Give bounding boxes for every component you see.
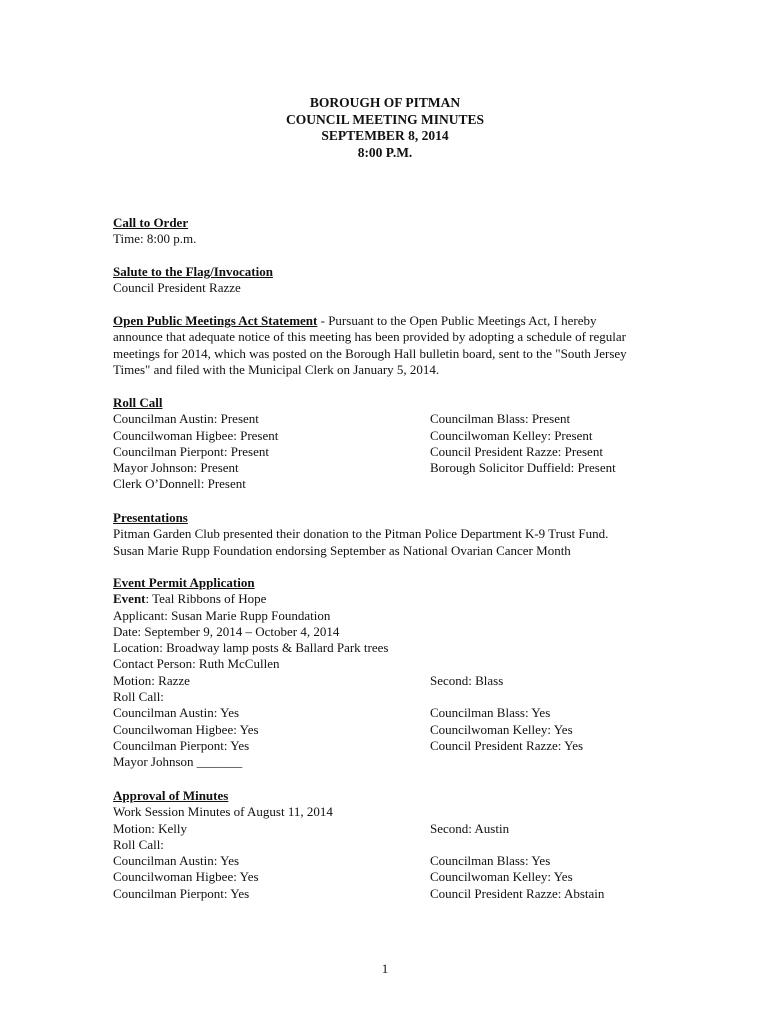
vote-left: Councilwoman Higbee: Yes [113, 721, 259, 737]
presentation-item: Susan Marie Rupp Foundation endorsing September as National Ovarian Cancer Month [113, 542, 571, 558]
roll-call-right: Borough Solicitor Duffield: Present [430, 460, 616, 476]
vote-row [113, 705, 653, 721]
event-roll-call-label: Roll Call: [113, 689, 164, 705]
roll-call-row [113, 428, 653, 444]
vote-right: Council President Razze: Abstain [430, 885, 605, 901]
event-date: Date: September 9, 2014 – October 4, 2014 [113, 623, 340, 639]
call-to-order-time: Time: 8:00 p.m. [113, 231, 197, 247]
vote-row [113, 754, 653, 770]
roll-call-row [113, 411, 653, 427]
presentations-heading: Presentations [113, 510, 188, 525]
roll-call-left: Clerk O’Donnell: Present [113, 476, 246, 492]
section-approval-of-minutes [113, 788, 653, 902]
approval-item: Work Session Minutes of August 11, 2014 [113, 804, 333, 820]
vote-right: Councilwoman Kelley: Yes [430, 721, 573, 737]
roll-call-left: Councilman Pierpont: Present [113, 443, 269, 459]
vote-row [113, 869, 653, 885]
opma-text: - Pursuant to the Open Public Meetings Act, I hereby announce that adequate notice of this meeting has been provided by adopting a schedule of regular meetings for 2014, which was posted on the Borough Hall bulletin board, sent to the "South Jersey Times" and filed with the Municipal Clerk on January 5, 2014. [113, 313, 627, 377]
header-time: 8:00 P.M. [357, 144, 413, 160]
section-call-to-order [113, 215, 653, 248]
roll-call-left: Councilwoman Higbee: Present [113, 427, 279, 443]
event-motion-row [113, 673, 653, 689]
header-title: COUNCIL MEETING MINUTES [285, 111, 485, 127]
document-header [0, 95, 770, 161]
event-motion: Motion: Razze [113, 672, 190, 688]
presentation-item: Pitman Garden Club presented their donation to the Pitman Police Department K-9 Trust Fund. [113, 526, 609, 542]
approval-roll-call-label: Roll Call: [113, 836, 164, 852]
roll-call-left: Mayor Johnson: Present [113, 460, 239, 476]
vote-right: Council President Razze: Yes [430, 737, 584, 753]
vote-left: Councilman Austin: Yes [113, 853, 240, 869]
approval-motion-row [113, 821, 653, 837]
roll-call-row [113, 444, 653, 460]
event-contact: Contact Person: Ruth McCullen [113, 656, 280, 672]
vote-row [113, 738, 653, 754]
event-location: Location: Broadway lamp posts & Ballard Park trees [113, 640, 389, 656]
event-label: Event [113, 591, 146, 607]
section-salute [113, 264, 653, 297]
event-second: Second: Blass [430, 672, 504, 688]
header-date: SEPTEMBER 8, 2014 [321, 128, 449, 143]
section-event-permit [113, 575, 653, 771]
vote-right: Councilwoman Kelley: Yes [430, 869, 573, 885]
vote-row [113, 853, 653, 869]
roll-call-row [113, 460, 653, 476]
roll-call-heading: Roll Call [113, 395, 163, 410]
vote-left: Councilwoman Higbee: Yes [113, 869, 259, 885]
approval-motion: Motion: Kelly [113, 820, 188, 836]
vote-left: Councilman Austin: Yes [113, 705, 240, 721]
roll-call-row [113, 476, 653, 492]
header-borough: BOROUGH OF PITMAN [309, 95, 461, 110]
vote-left: Mayor Johnson _______ [113, 754, 243, 770]
salute-by: Council President Razze [113, 280, 241, 296]
vote-left: Councilman Pierpont: Yes [113, 737, 250, 753]
event-line [113, 591, 653, 607]
vote-row [113, 886, 653, 902]
event-permit-heading: Event Permit Application [113, 575, 255, 590]
vote-right: Councilman Blass: Yes [430, 853, 551, 869]
vote-left: Councilman Pierpont: Yes [113, 885, 250, 901]
call-to-order-heading: Call to Order [113, 215, 189, 230]
approval-second: Second: Austin [430, 820, 510, 836]
roll-call-right: Councilman Blass: Present [430, 411, 571, 427]
opma-heading: Open Public Meetings Act Statement [113, 313, 318, 328]
section-roll-call [113, 395, 653, 493]
approval-heading: Approval of Minutes [113, 788, 229, 803]
roll-call-right: Council President Razze: Present [430, 443, 603, 459]
page-number: 1 [381, 961, 389, 976]
vote-right: Councilman Blass: Yes [430, 705, 551, 721]
roll-call-left: Councilman Austin: Present [113, 411, 259, 427]
vote-row [113, 722, 653, 738]
section-opma [113, 313, 641, 378]
salute-heading: Salute to the Flag/Invocation [113, 264, 273, 279]
event-applicant: Applicant: Susan Marie Rupp Foundation [113, 607, 331, 623]
event-value: : Teal Ribbons of Hope [145, 591, 267, 607]
roll-call-right: Councilwoman Kelley: Present [430, 427, 593, 443]
section-presentations [113, 510, 673, 559]
